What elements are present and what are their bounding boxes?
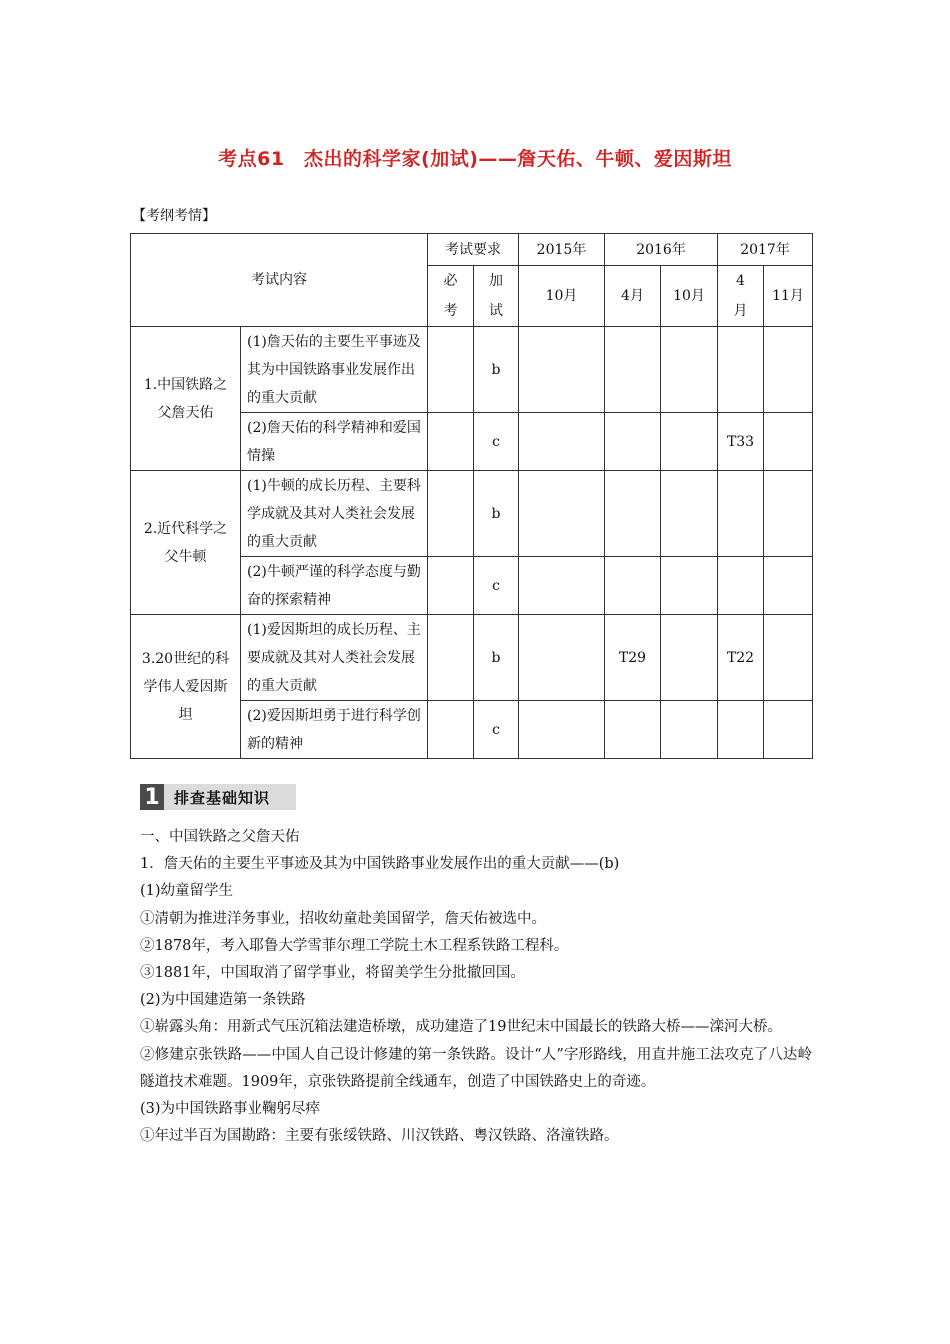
exam-cell bbox=[605, 701, 661, 759]
exam-cell: T22 bbox=[718, 615, 764, 701]
page-title: 考点61 杰出的科学家(加试)——詹天佑、牛顿、爱因斯坦 bbox=[218, 148, 732, 170]
exam-cell bbox=[519, 557, 605, 615]
exam-cell bbox=[605, 327, 661, 413]
header-2015: 2015年 bbox=[519, 234, 605, 266]
header-2016-10: 10月 bbox=[661, 266, 718, 327]
exam-cell bbox=[718, 557, 764, 615]
paragraph: ③1881年，中国取消了留学事业，将留美学生分批撤回国。 bbox=[140, 965, 525, 982]
exam-cell bbox=[661, 701, 718, 759]
topic-cell: 1.中国铁路之父詹天佑 bbox=[131, 327, 241, 471]
header-requirement: 考试要求 bbox=[428, 234, 519, 266]
exam-cell bbox=[764, 557, 813, 615]
exam-cell bbox=[519, 701, 605, 759]
paragraph: ①崭露头角：用新式气压沉箱法建造桥墩，成功建造了19世纪末中国最长的铁路大桥——滦河大桥。 bbox=[140, 1019, 782, 1036]
bi-cell bbox=[428, 615, 474, 701]
bi-cell bbox=[428, 701, 474, 759]
exam-cell bbox=[718, 701, 764, 759]
header-2016-4: 4月 bbox=[605, 266, 661, 327]
exam-cell bbox=[661, 615, 718, 701]
header-2017-4: 4月 bbox=[733, 273, 748, 319]
topic-cell: 3.20世纪的科学伟人爱因斯坦 bbox=[131, 615, 241, 759]
header-content: 考试内容 bbox=[131, 234, 428, 327]
exam-cell bbox=[605, 557, 661, 615]
bi-cell bbox=[428, 327, 474, 413]
exam-cell bbox=[718, 327, 764, 413]
topic-cell: 2.近代科学之父牛顿 bbox=[131, 471, 241, 615]
paragraph: 1．詹天佑的主要生平事迹及其为中国铁路事业发展作出的重大贡献——(b) bbox=[140, 856, 620, 873]
item-cell: (1)詹天佑的主要生平事迹及其为中国铁路事业发展作出的重大贡献 bbox=[241, 327, 428, 413]
header-2017: 2017年 bbox=[718, 234, 813, 266]
header-jia: 加试 bbox=[488, 273, 503, 319]
exam-cell bbox=[519, 327, 605, 413]
header-2015-10: 10月 bbox=[519, 266, 605, 327]
exam-cell bbox=[661, 557, 718, 615]
bi-cell bbox=[428, 413, 474, 471]
paragraph: (2)为中国建造第一条铁路 bbox=[140, 992, 306, 1009]
jia-cell: c bbox=[474, 557, 519, 615]
exam-cell: T29 bbox=[605, 615, 661, 701]
kaogang-label: 【考纲考情】 bbox=[132, 208, 216, 224]
jia-cell: c bbox=[474, 701, 519, 759]
section-label: 排查基础知识 bbox=[174, 788, 271, 807]
paragraph: ②修建京张铁路——中国人自己设计修建的第一条铁路。设计“人”字形路线，用直井施工法攻克了八达岭隧道技术难题。1909年，京张铁路提前全线通车，创造了中国铁路史上的奇迹。 bbox=[140, 1046, 812, 1090]
exam-cell bbox=[764, 615, 813, 701]
exam-cell bbox=[661, 327, 718, 413]
jia-cell: b bbox=[474, 471, 519, 557]
paragraph: ①年过半百为国勘路：主要有张绥铁路、川汉铁路、粤汉铁路、洛潼铁路。 bbox=[140, 1128, 619, 1145]
paragraph: (1)幼童留学生 bbox=[140, 883, 234, 900]
exam-cell bbox=[519, 471, 605, 557]
exam-cell bbox=[764, 701, 813, 759]
paragraph: 一、中国铁路之父詹天佑 bbox=[140, 829, 300, 845]
exam-table bbox=[130, 233, 813, 759]
exam-cell bbox=[605, 413, 661, 471]
item-cell: (2)爱因斯坦勇于进行科学创新的精神 bbox=[241, 701, 428, 759]
bi-cell bbox=[428, 557, 474, 615]
paragraph: (3)为中国铁路事业鞠躬尽瘁 bbox=[140, 1101, 321, 1118]
item-cell: (2)牛顿严谨的科学态度与勤奋的探索精神 bbox=[241, 557, 428, 615]
paragraph: ②1878年，考入耶鲁大学雪菲尔理工学院土木工程系铁路工程科。 bbox=[140, 937, 569, 954]
section-number: 1 bbox=[140, 784, 164, 810]
bi-cell bbox=[428, 471, 474, 557]
header-bi: 必考 bbox=[443, 273, 458, 319]
exam-cell bbox=[519, 615, 605, 701]
item-cell: (1)爱因斯坦的成长历程、主要成就及其对人类社会发展的重大贡献 bbox=[241, 615, 428, 701]
body-text bbox=[140, 824, 812, 1150]
exam-cell bbox=[605, 471, 661, 557]
exam-cell bbox=[764, 413, 813, 471]
item-cell: (2)詹天佑的科学精神和爱国情操 bbox=[241, 413, 428, 471]
jia-cell: b bbox=[474, 327, 519, 413]
exam-cell bbox=[718, 471, 764, 557]
exam-cell: T33 bbox=[718, 413, 764, 471]
exam-cell bbox=[519, 413, 605, 471]
exam-cell bbox=[661, 471, 718, 557]
item-cell: (1)牛顿的成长历程、主要科学成就及其对人类社会发展的重大贡献 bbox=[241, 471, 428, 557]
exam-cell bbox=[764, 327, 813, 413]
header-2016: 2016年 bbox=[605, 234, 718, 266]
jia-cell: b bbox=[474, 615, 519, 701]
paragraph: ①清朝为推进洋务事业，招收幼童赴美国留学，詹天佑被选中。 bbox=[140, 910, 546, 927]
exam-cell bbox=[764, 471, 813, 557]
jia-cell: c bbox=[474, 413, 519, 471]
exam-cell bbox=[661, 413, 718, 471]
header-2017-11: 11月 bbox=[764, 266, 813, 327]
section-heading bbox=[140, 784, 296, 810]
